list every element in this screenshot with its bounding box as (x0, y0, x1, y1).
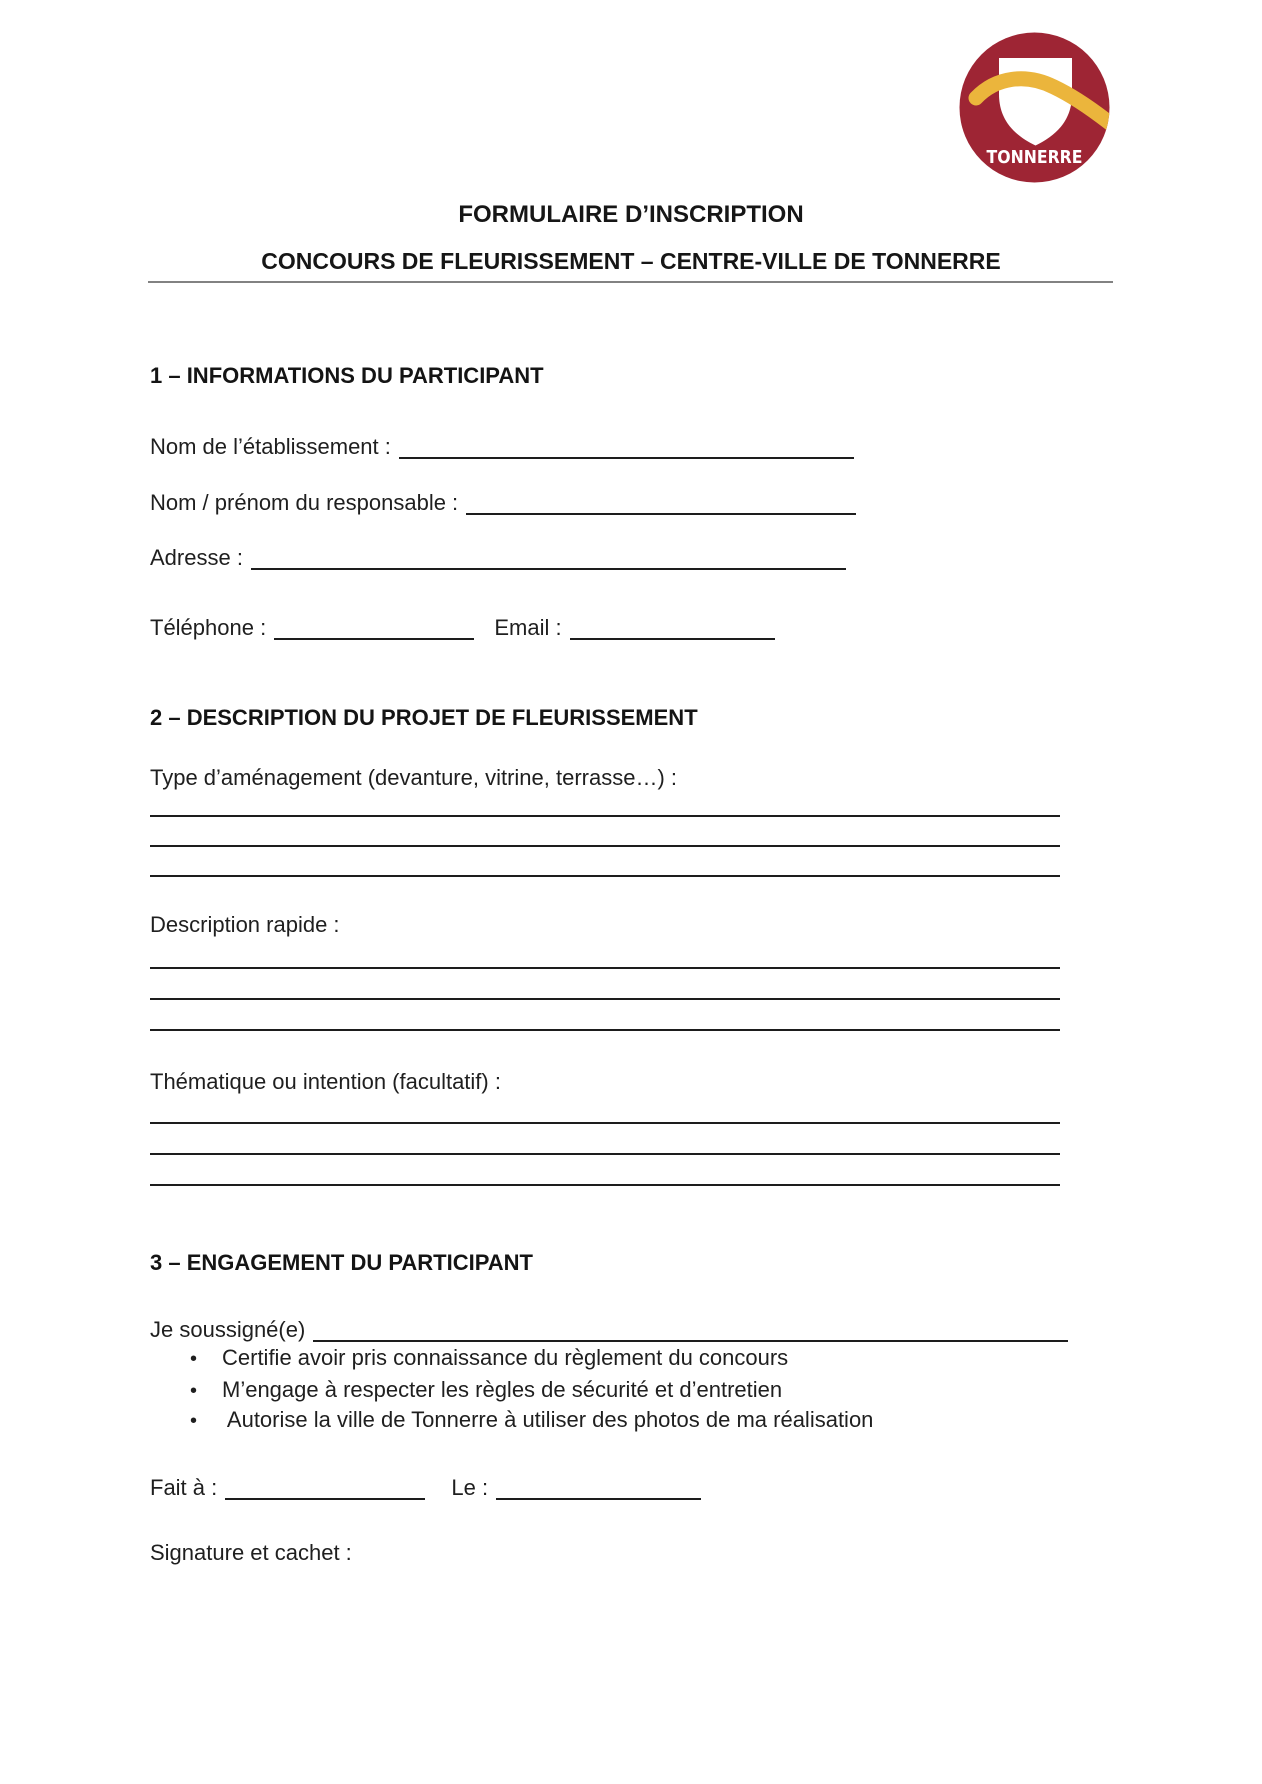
description-blank-line (150, 998, 1060, 1000)
type-blank-line (150, 875, 1060, 877)
bullet-text: M’engage à respecter les règles de sécurité et d’entretien (222, 1377, 783, 1402)
type-blank-line (150, 845, 1060, 847)
document-title: FORMULAIRE D’INSCRIPTION (458, 201, 804, 228)
tonnerre-logo (958, 31, 1111, 184)
document-subtitle: CONCOURS DE FLEURISSEMENT – CENTRE-VILLE DE TONNERRE (261, 248, 1001, 274)
establishment-blank-line (399, 457, 854, 459)
establishment-label: Nom de l’établissement : (150, 434, 391, 459)
declaration-label: Je soussigné(e) (150, 1317, 306, 1342)
phone-blank-line (274, 638, 474, 640)
section1-heading: 1 – INFORMATIONS DU PARTICIPANT (150, 363, 544, 388)
bullet-icon: • (190, 1410, 198, 1432)
declaration-row (150, 1316, 1068, 1344)
signature-label: Signature et cachet : (150, 1540, 352, 1565)
description-blank-line (150, 967, 1060, 969)
section2-heading: 2 – DESCRIPTION DU PROJET DE FLEURISSEMENT (150, 705, 698, 730)
manager-field-row (150, 489, 856, 517)
address-blank-line (251, 568, 846, 570)
email-label: Email : (494, 615, 562, 640)
theme-blank-line (150, 1153, 1060, 1155)
place-blank-line (225, 1498, 425, 1500)
bullet-icon: • (190, 1380, 198, 1402)
tonnerre-logo-graphic (958, 31, 1111, 184)
type-blank-line (150, 815, 1060, 817)
theme-blank-line (150, 1122, 1060, 1124)
bullet-item (190, 1376, 782, 1405)
date-label: Le : (451, 1475, 489, 1500)
bullet-item (190, 1406, 873, 1435)
bullet-item (190, 1344, 788, 1373)
address-label: Adresse : (150, 545, 243, 570)
place-label: Fait à : (150, 1475, 218, 1500)
place-date-row (150, 1474, 701, 1502)
logo-town-name: TONNERRE (986, 147, 1083, 168)
bullet-text: Certifie avoir pris connaissance du règlement du concours (222, 1345, 789, 1370)
establishment-field-row (150, 433, 854, 461)
phone-label: Téléphone : (150, 615, 267, 640)
bullet-icon: • (190, 1348, 198, 1370)
description-blank-line (150, 1029, 1060, 1031)
theme-blank-line (150, 1184, 1060, 1186)
address-field-row (150, 544, 846, 572)
description-label: Description rapide : (150, 912, 340, 937)
manager-label: Nom / prénom du responsable : (150, 490, 459, 515)
header-divider (148, 281, 1113, 283)
phone-email-field-row (150, 614, 775, 642)
type-label: Type d’aménagement (devanture, vitrine, terrasse…) : (150, 765, 678, 790)
date-blank-line (496, 1498, 701, 1500)
declaration-blank-line (313, 1340, 1068, 1342)
manager-blank-line (466, 513, 856, 515)
theme-label: Thématique ou intention (facultatif) : (150, 1069, 501, 1094)
email-blank-line (570, 638, 775, 640)
section3-heading: 3 – ENGAGEMENT DU PARTICIPANT (150, 1250, 533, 1275)
bullet-text: Autorise la ville de Tonnerre à utiliser des photos de ma réalisation (226, 1407, 874, 1432)
